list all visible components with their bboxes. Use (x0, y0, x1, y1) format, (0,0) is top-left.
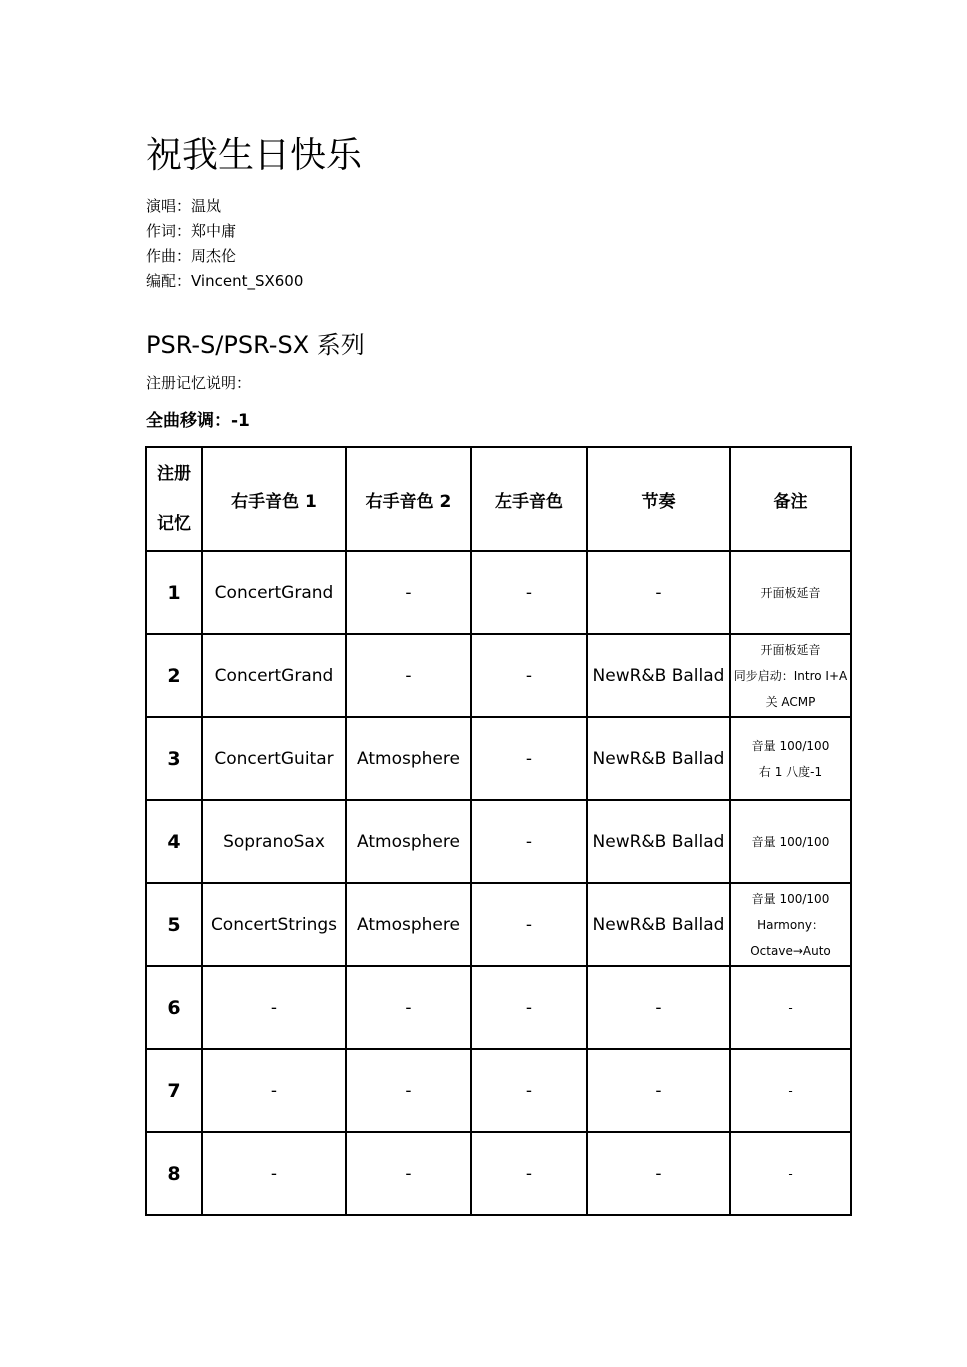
style-cell: NewR&B Ballad (587, 800, 730, 883)
header-registration-number (146, 447, 202, 551)
style-cell: NewR&B Ballad (587, 883, 730, 966)
right-voice-2-cell: - (346, 634, 471, 717)
table-row (146, 800, 851, 883)
notes-cell (730, 717, 851, 800)
table-row (146, 966, 851, 1049)
note-line: 音量 100/100 (751, 738, 830, 753)
registration-number-cell: 6 (146, 966, 202, 1049)
style-cell: - (587, 551, 730, 634)
header-right-voice-1: 右手音色 1 (202, 447, 346, 551)
right-voice-2-cell: - (346, 966, 471, 1049)
style-cell: - (587, 1049, 730, 1132)
style-cell: NewR&B Ballad (587, 717, 730, 800)
left-voice-cell: - (471, 966, 587, 1049)
note-line: Harmony： (757, 917, 824, 932)
note-line: 音量 100/100 (751, 834, 830, 849)
table-header-row (146, 447, 851, 551)
notes-cell (730, 800, 851, 883)
notes-cell (730, 551, 851, 634)
style-cell: NewR&B Ballad (587, 634, 730, 717)
right-voice-1-cell: ConcertGuitar (202, 717, 346, 800)
page-title: 祝我生日快乐 (146, 135, 363, 176)
notes-cell (730, 1049, 851, 1132)
right-voice-1-cell: SopranoSax (202, 800, 346, 883)
right-voice-2-cell: - (346, 1132, 471, 1215)
note-line: 同步启动：Intro I+A (733, 668, 848, 683)
note-line: Octave→Auto (750, 943, 831, 958)
table-row (146, 551, 851, 634)
notes-cell (730, 966, 851, 1049)
header-left-voice: 左手音色 (471, 447, 587, 551)
header-style: 节奏 (587, 447, 730, 551)
left-voice-cell: - (471, 717, 587, 800)
table-row (146, 883, 851, 966)
right-voice-1-cell: - (202, 966, 346, 1049)
registration-number-cell: 3 (146, 717, 202, 800)
composer-line: 作曲：周杰伦 (146, 247, 237, 265)
left-voice-cell: - (471, 1132, 587, 1215)
lyricist-line: 作词：郑中庸 (146, 222, 237, 240)
style-cell: - (587, 1132, 730, 1215)
table-row (146, 717, 851, 800)
right-voice-1-cell: ConcertGrand (202, 634, 346, 717)
right-voice-1-cell: - (202, 1132, 346, 1215)
note-line: - (788, 1000, 793, 1015)
series-heading: PSR-S/PSR-SX 系列 (146, 331, 365, 359)
right-voice-1-cell: - (202, 1049, 346, 1132)
left-voice-cell: - (471, 634, 587, 717)
note-line: 关 ACMP (765, 694, 816, 709)
header-num-line-1: 注册 (157, 464, 191, 484)
note-line: 音量 100/100 (751, 891, 830, 906)
right-voice-2-cell: Atmosphere (346, 800, 471, 883)
right-voice-2-cell: - (346, 551, 471, 634)
right-voice-2-cell: Atmosphere (346, 717, 471, 800)
note-line: - (788, 1083, 793, 1098)
registration-description-label: 注册记忆说明： (146, 374, 252, 392)
header-num-line-2: 记忆 (157, 514, 191, 534)
right-voice-2-cell: Atmosphere (346, 883, 471, 966)
notes-cell (730, 634, 851, 717)
note-line: - (788, 1166, 793, 1181)
registration-number-cell: 7 (146, 1049, 202, 1132)
table-row (146, 634, 851, 717)
table-row (146, 1049, 851, 1132)
style-cell: - (587, 966, 730, 1049)
singer-line: 演唱：温岚 (146, 197, 222, 215)
note-line: 开面板延音 (760, 642, 821, 657)
right-voice-1-cell: ConcertStrings (202, 883, 346, 966)
header-notes: 备注 (730, 447, 851, 551)
right-voice-1-cell: ConcertGrand (202, 551, 346, 634)
header-right-voice-2: 右手音色 2 (346, 447, 471, 551)
transpose-note: 全曲移调：-1 (146, 411, 250, 431)
registration-number-cell: 1 (146, 551, 202, 634)
right-voice-2-cell: - (346, 1049, 471, 1132)
notes-cell (730, 1132, 851, 1215)
note-line: 开面板延音 (760, 585, 821, 600)
registration-number-cell: 8 (146, 1132, 202, 1215)
arranger-line: 编配：Vincent_SX600 (146, 272, 304, 290)
table-row (146, 1132, 851, 1215)
registration-number-cell: 5 (146, 883, 202, 966)
left-voice-cell: - (471, 551, 587, 634)
left-voice-cell: - (471, 883, 587, 966)
registration-number-cell: 2 (146, 634, 202, 717)
table-body (146, 551, 851, 1215)
left-voice-cell: - (471, 1049, 587, 1132)
registration-table (145, 446, 852, 1216)
registration-number-cell: 4 (146, 800, 202, 883)
left-voice-cell: - (471, 800, 587, 883)
note-line: 右 1 八度-1 (758, 764, 823, 779)
notes-cell (730, 883, 851, 966)
